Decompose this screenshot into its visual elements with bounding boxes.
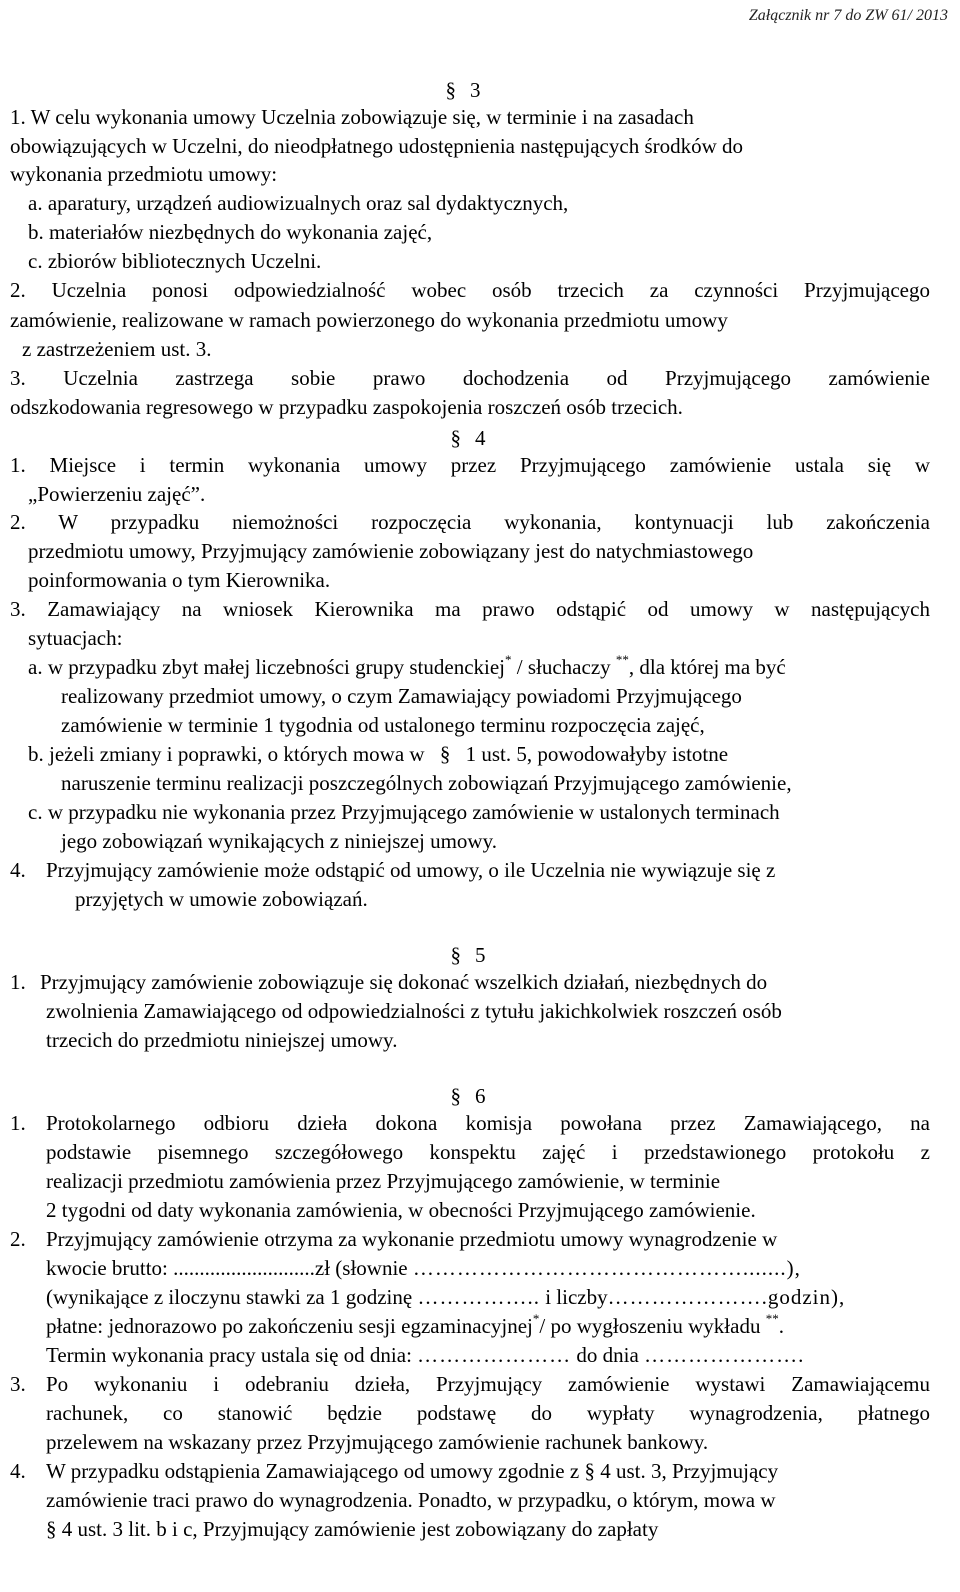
list-number: 4.: [10, 1459, 26, 1483]
footnote-mark: **: [765, 1311, 779, 1326]
text-fragment: 4 ust. 3 lit. b i c, Przyjmujący zamówienie jest zobowiązany do zapłaty: [61, 1517, 659, 1541]
text-fragment: (wynikające z iloczynu stawki za 1 godzinę: [46, 1285, 413, 1309]
paragraph-line: obowiązujących w Uczelni, do nieodpłatnego udostępnienia następujących środków do: [10, 134, 744, 158]
text-fragment: Termin wykonania pracy ustala się od dnia:: [46, 1343, 412, 1367]
blank-field: …………………: [417, 1343, 572, 1367]
paragraph-line: [46, 1341, 804, 1369]
section-symbol: §: [46, 1517, 57, 1541]
list-item: a. aparatury, urządzeń audiowizualnych oraz sal dydaktycznych,: [28, 191, 569, 215]
section-symbol: §: [439, 742, 451, 766]
paragraph-line: Przyjmujący zamówienie zobowiązuje się dokonać wszelkich działań, niezbędnych do: [40, 970, 768, 994]
paragraph-line: [46, 1254, 801, 1282]
paragraph-line: [46, 1457, 778, 1485]
footnote-mark: *: [505, 652, 512, 667]
paragraph-line: realizowany przedmiot umowy, o czym Zamawiający powiadomi Przyjmującego: [61, 684, 742, 708]
list-number: 1.: [10, 1111, 26, 1135]
list-number: 4.: [10, 858, 26, 882]
paragraph-line: 2 tygodni od daty wykonania zamówienia, w obecności Przyjmującego zamówienie.: [46, 1198, 756, 1222]
blank-field: ……………..: [417, 1285, 540, 1309]
list-number: 3.: [10, 1372, 26, 1396]
paragraph-line: jego zobowiązań wynikających z niniejszej umowy.: [61, 829, 497, 853]
text-fragment: , dla której ma być: [628, 655, 786, 679]
list-number: 2.: [10, 1227, 26, 1251]
section-number: 3: [470, 78, 481, 102]
paragraph-line: odszkodowania regresowego w przypadku zaspokojenia roszczeń osób trzecich.: [10, 395, 683, 419]
list-item: c. w przypadku nie wykonania przez Przyjmującego zamówienie w ustalonych terminach: [28, 800, 780, 824]
text-fragment: W przypadku odstąpienia Zamawiającego od umowy zgodnie z: [46, 1459, 580, 1483]
paragraph-line: 3. Uczelnia zastrzega sobie prawo dochodzenia od Przyjmującego zamówienie: [10, 366, 930, 390]
paragraph-line: 2. W przypadku niemożności rozpoczęcia wykonania, kontynuacji lub zakończenia: [10, 510, 930, 534]
paragraph-line: z zastrzeżeniem ust. 3.: [22, 337, 212, 361]
paragraph-line: 3. Zamawiający na wniosek Kierownika ma prawo odstąpić od umowy w następujących: [10, 597, 930, 621]
text-fragment: / słuchaczy: [516, 655, 611, 679]
paragraph-line: 2. Uczelnia ponosi odpowiedzialność wobec osób trzecich za czynności Przyjmującego: [10, 278, 930, 302]
paragraph-line: [46, 1283, 845, 1311]
text-fragment: b. jeżeli zmiany i poprawki, o których mowa w: [28, 742, 425, 766]
paragraph-line: „Powierzeniu zajęć”.: [28, 482, 206, 506]
list-number: 1.: [10, 970, 26, 994]
text-fragment: a. w przypadku zbyt małej liczebności grupy studenckiej: [28, 655, 506, 679]
paragraph-line: zamówienie traci prawo do wynagrodzenia. Ponadto, w przypadku, o którym, mowa w: [46, 1488, 776, 1512]
text-fragment: i liczby: [545, 1285, 608, 1309]
section-symbol: §: [450, 943, 461, 967]
text-fragment: 4 ust. 3, Przyjmujący: [600, 1459, 779, 1483]
paragraph-line: Po wykonaniu i odebraniu dzieła, Przyjmujący zamówienie wystawi Zamawiającemu: [46, 1372, 930, 1396]
text-fragment: do dnia: [576, 1343, 639, 1367]
section-symbol: §: [450, 1084, 461, 1108]
paragraph-line: [46, 1312, 784, 1340]
section-number: 6: [475, 1084, 486, 1108]
paragraph-line: 1. W celu wykonania umowy Uczelnia zobowiązuje się, w terminie i na zasadach: [10, 105, 694, 129]
section-number: 5: [475, 943, 486, 967]
blank-field: ………………….godzin),: [607, 1285, 846, 1309]
paragraph-line: [46, 1515, 658, 1543]
list-item: [28, 653, 786, 681]
blank-field: ………………….: [644, 1343, 805, 1367]
paragraph-line: zwolnienia Zamawiającego od odpowiedzialności z tytułu jakichkolwiek roszczeń osób: [46, 999, 782, 1023]
text-fragment: .: [778, 1314, 784, 1338]
paragraph-line: rachunek, co stanowić będzie podstawę do wypłaty wynagrodzenia, płatnego: [46, 1401, 930, 1425]
section-heading-3: [363, 78, 563, 103]
section-heading-4: [368, 426, 568, 451]
list-item: b. materiałów niezbędnych do wykonania zajęć,: [28, 220, 433, 244]
footnote-mark: *: [532, 1311, 540, 1326]
paragraph-line: sytuacjach:: [28, 626, 123, 650]
section-symbol: §: [450, 426, 461, 450]
list-item: c. zbiorów bibliotecznych Uczelni.: [28, 249, 322, 273]
list-item: [28, 740, 728, 768]
text-fragment: płatne: jednorazowo po zakończeniu sesji egzaminacyjnej: [46, 1314, 533, 1338]
paragraph-line: zamówienie, realizowane w ramach powierzonego do wykonania przedmiotu umowy: [10, 308, 728, 332]
paragraph-line: 1. Miejsce i termin wykonania umowy przez Przyjmującego zamówienie ustala się w: [10, 453, 930, 477]
paragraph-line: podstawie pisemnego szczegółowego konspektu zajęć i przedstawionego protokołu z: [46, 1140, 930, 1164]
attachment-header: Załącznik nr 7 do ZW 61/ 2013: [748, 7, 948, 24]
section-symbol: §: [445, 78, 456, 102]
text-fragment: 1 ust. 5, powodowałyby istotne: [465, 742, 729, 766]
section-heading-6: [368, 1084, 568, 1109]
blank-field: ……………………………………….......),: [412, 1256, 801, 1280]
text-fragment: kwocie brutto: ...........................zł (słownie: [46, 1256, 408, 1280]
paragraph-line: Protokolarnego odbioru dzieła dokona komisja powołana przez Zamawiającego, na: [46, 1111, 930, 1135]
section-number: 4: [475, 426, 486, 450]
paragraph-line: poinformowania o tym Kierownika.: [28, 568, 331, 592]
text-fragment: / po wygłoszeniu wykładu: [539, 1314, 761, 1338]
section-heading-5: [368, 943, 568, 968]
paragraph-line: przelewem na wskazany przez Przyjmującego zamówienie rachunek bankowy.: [46, 1430, 709, 1454]
paragraph-line: przedmiotu umowy, Przyjmujący zamówienie zobowiązany jest do natychmiastowego: [28, 539, 754, 563]
footnote-mark: **: [615, 652, 629, 667]
section-symbol: §: [584, 1459, 595, 1483]
paragraph-line: wykonania przedmiotu umowy:: [10, 162, 278, 186]
paragraph-line: zamówienie w terminie 1 tygodnia od ustalonego terminu rozpoczęcia zajęć,: [61, 713, 705, 737]
paragraph-line: przyjętych w umowie zobowiązań.: [75, 887, 368, 911]
paragraph-line: realizacji przedmiotu zamówienia przez Przyjmującego zamówienie, w terminie: [46, 1169, 721, 1193]
paragraph-line: trzecich do przedmiotu niniejszej umowy.: [46, 1028, 398, 1052]
paragraph-line: naruszenie terminu realizacji poszczególnych zobowiązań Przyjmującego zamówienie,: [61, 771, 792, 795]
paragraph-line: Przyjmujący zamówienie może odstąpić od umowy, o ile Uczelnia nie wywiązuje się z: [46, 858, 776, 882]
paragraph-line: Przyjmujący zamówienie otrzyma za wykonanie przedmiotu umowy wynagrodzenie w: [46, 1227, 778, 1251]
